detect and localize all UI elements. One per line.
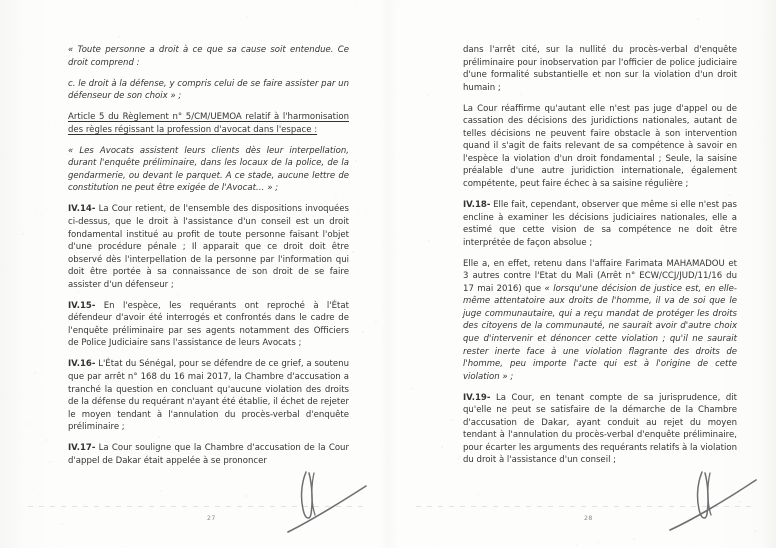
page-left-foot-rule bbox=[28, 506, 368, 507]
paragraph-iv-17 bbox=[68, 442, 349, 467]
paragraph-ref-iv-18: IV.18- bbox=[463, 200, 491, 211]
paragraph-lead-affaire-mahamadou: Elle a, en effet, retenu dans l'affaire Farimata MAHAMADOU et 3 autres contre l'Etat du Mali (Arrêt n° ECW/CCJ/JUD/11/16 du 17 mai 2016) que bbox=[463, 258, 737, 294]
paragraph-body-iv-15: En l'espèce, les requérants ont reproché à l'État défendeur d'avoir été interrogés et confrontés dans le cadre de l'enquête préliminaire par ses agents notamment des Officiers de Police Judiciaire sans l'assistance de leurs Avocats ; bbox=[68, 300, 349, 349]
paragraph-body-iv-17: La Cour souligne que la Chambre d'accusation de la Cour d'appel de Dakar était appelée à se prononcer bbox=[68, 443, 349, 466]
page-right-foot-rule bbox=[416, 506, 756, 507]
paragraph-heading-article-5 bbox=[68, 111, 349, 136]
paragraph-cont-arret: dans l'arrêt cité, sur la nullité du procès-verbal d'enquête préliminaire pour inobservation par l'officier de police judiciaire d'une formalité substantielle et non sur la violation d'un droit humain ; bbox=[463, 45, 737, 93]
paragraph-ref-iv-17: IV.17- bbox=[68, 443, 96, 454]
paragraph-body-iv-18: Elle fait, cependant, observer que même si elle n'est pas encline à examiner les décisions judiciaires nationales, elle a estimé que cette vision de sa compétence ne doit être interprétée de façon absolue ; bbox=[463, 200, 737, 248]
page-right-folio: 28 bbox=[584, 515, 593, 522]
heading-article-5-text: Article 5 du Règlement n° 5/CM/UEMOA relatif à l'harmonisation des règles régissant la profession d'avocat dans l'espace : bbox=[68, 112, 349, 135]
page-left-text-column bbox=[68, 44, 349, 467]
paragraph-ref-iv-16: IV.16- bbox=[68, 359, 96, 370]
paragraph-iv-14 bbox=[68, 203, 349, 291]
paragraph-iv-19 bbox=[463, 392, 737, 467]
paragraph-quote-affaire-mahamadou: « lorsqu'une décision de justice est, en elle-même attentatoire aux droits de l'homme, il va de soi que le juge communautaire, qui a reçu mandat de protéger les droits des citoyens de la communauté, ne saurait avoir d'autre choix que d'intervenir et dénoncer cette violation ; qu'il ne saurait rester inerte face à une violation flagrante des droits de l'homme, peu importe l'acte qui est à l'origine de cette violation » ; bbox=[463, 283, 738, 382]
paragraph-affaire-mahamadou bbox=[463, 258, 737, 383]
paragraph-la-cour-reaffirme: La Cour réaffirme qu'autant elle n'est pas juge d'appel ou de cassation des décisions des juridictions nationales, autant de telles décisions ne peuvent faire obstacle à son intervention quand il s'agit de faits relevant de sa compétence à savoir en l'espèce la violation d'un droit fondamental ; Seule, la saisine préalable d'une autre juridiction internationale, également compétente, peut faire échec à sa saisine régulière ; bbox=[463, 103, 737, 189]
page-left-folio: 27 bbox=[207, 515, 216, 522]
paragraph-body-iv-14: La Cour retient, de l'ensemble des dispositions invoquées ci-dessus, que le droit à l'assistance d'un conseil est un droit fondamental institué au profit de toute personne faisant l'objet d'une procédure pénale ; Il apparait que ce droit doit être observé dès l'interpellation de la personne par l'information qui doit être portée à sa connaissance de son droit de se faire assister d'un défenseur ; bbox=[68, 204, 349, 290]
paragraph-iv-15 bbox=[68, 300, 349, 350]
paragraph-body-iv-19: La Cour, en tenant compte de sa jurisprudence, dit qu'elle ne peut se satisfaire de la démarche de la Chambre d'accusation de Dakar, ayant conduit au rejet du moyen tendant à l'annulation du procès-verbal d'enquête préliminaire, pour écarter les arguments des requérants relatifs à la violation du droit à l'assistance d'un conseil ; bbox=[463, 392, 737, 466]
paragraph-iv-16 bbox=[68, 358, 349, 433]
handwritten-signature-mark-right bbox=[668, 470, 760, 540]
paragraph-ref-iv-19: IV.19- bbox=[463, 392, 491, 403]
paragraph-ref-iv-14: IV.14- bbox=[68, 204, 96, 215]
paragraph-ref-iv-15: IV.15- bbox=[68, 300, 96, 311]
handwritten-signature-mark-left bbox=[286, 470, 372, 540]
page-right-text-column bbox=[463, 44, 737, 467]
paragraph-iv-18 bbox=[463, 199, 737, 249]
paragraph-quote-charte-b: c. le droit à la défense, y compris celui de se faire assister par un défenseur de son choix » ; bbox=[68, 78, 349, 102]
paragraph-quote-avocats: « Les Avocats assistent leurs clients dès leur interpellation, durant l'enquête préliminaire, dans les locaux de la police, de la gendarmerie, ou devant le parquet. A ce stade, aucune lettre de constitution ne peut être exigée de l'Avocat… » ; bbox=[68, 145, 349, 194]
paragraph-body-iv-16: L'État du Sénégal, pour se défendre de ce grief, a soutenu que par arrêt n° 168 du 16 mai 2017, la Chambre d'accusation a tranché la question en concluant qu'aucune violation des droits de la défense du requérant n'ayant été établie, il échet de rejeter le moyen tendant à l'annulation du procès-verbal d'enquête préliminaire ; bbox=[68, 359, 349, 433]
paragraph-quote-charte-a: « Toute personne a droit à ce que sa cause soit entendue. Ce droit comprend : bbox=[68, 45, 349, 68]
page-right bbox=[388, 0, 776, 548]
